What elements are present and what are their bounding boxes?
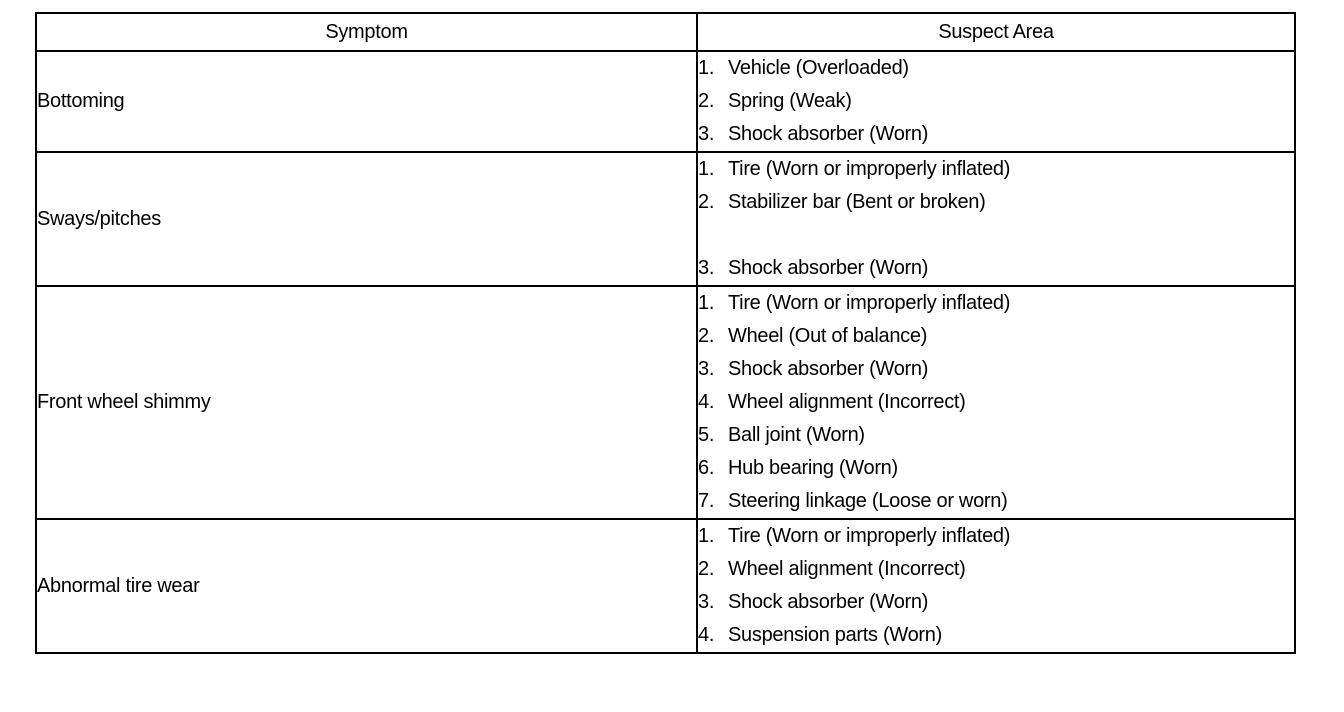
list-item (698, 386, 1294, 419)
list-item (698, 520, 1294, 553)
table-row (36, 519, 1295, 653)
item-number: 5. (698, 424, 715, 446)
item-text: Wheel alignment (Incorrect) (728, 558, 966, 580)
item-number: 2. (698, 558, 715, 580)
item-text: Shock absorber (Worn) (728, 591, 929, 613)
item-text: Spring (Weak) (728, 90, 852, 112)
item-text: Shock absorber (Worn) (728, 257, 929, 279)
item-text: Ball joint (Worn) (728, 424, 865, 446)
item-text: Hub bearing (Worn) (728, 457, 898, 479)
header-symptom: Symptom (36, 13, 697, 51)
item-number: 7. (698, 490, 715, 512)
item-text: Wheel alignment (Incorrect) (728, 391, 966, 413)
item-text: Tire (Worn or improperly inflated) (728, 525, 1011, 547)
header-row (36, 13, 1295, 51)
item-text: Steering linkage (Loose or worn) (728, 490, 1008, 512)
item-text: Tire (Worn or improperly inflated) (728, 292, 1011, 314)
list-item (698, 153, 1294, 186)
list-item (698, 287, 1294, 320)
item-number: 4. (698, 624, 715, 646)
item-number: 2. (698, 325, 715, 347)
item-number: 4. (698, 391, 715, 413)
list-item (698, 52, 1294, 85)
table-row (36, 51, 1295, 152)
list-item (698, 186, 1294, 219)
symptom-cell: Bottoming (36, 51, 697, 152)
item-text: Stabilizer bar (Bent or broken) (728, 191, 986, 213)
list-item (698, 553, 1294, 586)
suspect-area-cell (697, 519, 1295, 653)
list-item (698, 485, 1294, 518)
item-number: 3. (698, 123, 715, 145)
item-text: Tire (Worn or improperly inflated) (728, 158, 1011, 180)
list-item (698, 619, 1294, 652)
header-suspect-area: Suspect Area (697, 13, 1295, 51)
item-text: Suspension parts (Worn) (728, 624, 942, 646)
item-number: 1. (698, 158, 715, 180)
item-text: Shock absorber (Worn) (728, 358, 929, 380)
list-item (698, 320, 1294, 353)
item-number: 2. (698, 191, 715, 213)
item-number: 1. (698, 57, 715, 79)
symptom-cell: Abnormal tire wear (36, 519, 697, 653)
list-item (698, 452, 1294, 485)
item-number: 2. (698, 90, 715, 112)
suspect-area-cell (697, 286, 1295, 519)
list-item (698, 118, 1294, 151)
diagnosis-table (35, 12, 1296, 654)
item-number: 6. (698, 457, 715, 479)
list-item (698, 419, 1294, 452)
item-number: 1. (698, 292, 715, 314)
suspect-area-cell (697, 51, 1295, 152)
item-text: Wheel (Out of balance) (728, 325, 928, 347)
list-item (698, 586, 1294, 619)
item-text: Shock absorber (Worn) (728, 123, 929, 145)
list-item (698, 85, 1294, 118)
symptom-cell: Front wheel shimmy (36, 286, 697, 519)
list-item (698, 353, 1294, 386)
table-row (36, 152, 1295, 286)
suspect-area-cell (697, 152, 1295, 286)
item-text: Vehicle (Overloaded) (728, 57, 909, 79)
symptom-cell: Sways/pitches (36, 152, 697, 286)
table-row (36, 286, 1295, 519)
item-number: 3. (698, 358, 715, 380)
item-number: 3. (698, 591, 715, 613)
item-number: 3. (698, 257, 715, 279)
list-item (698, 252, 1294, 285)
item-number: 1. (698, 525, 715, 547)
